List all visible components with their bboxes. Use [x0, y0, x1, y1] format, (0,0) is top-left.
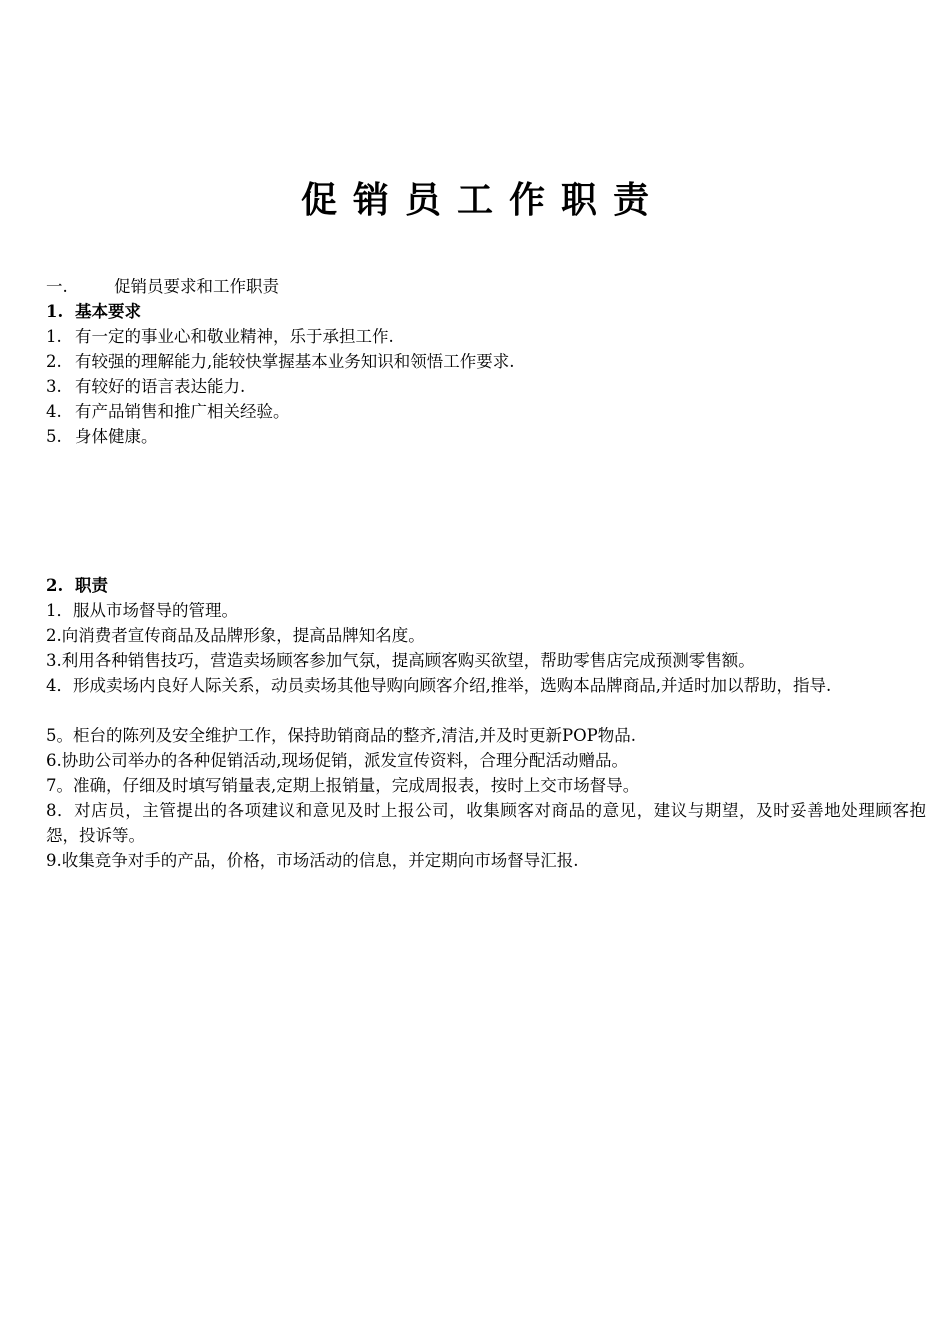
requirement-item — [46, 324, 926, 349]
duty-item: 6.协助公司举办的各种促销活动,现场促销，派发宣传资料，合理分配活动赠品。 — [46, 751, 628, 770]
duties-number: 2. — [46, 576, 64, 595]
section-one-heading — [46, 274, 926, 299]
requirement-number: 2. — [46, 352, 62, 371]
requirement-text: 有一定的事业心和敬业精神，乐于承担工作. — [75, 327, 394, 346]
duty-item: 7。准确，仔细及时填写销量表,定期上报销量，完成周报表，按时上交市场督导。 — [46, 776, 640, 795]
requirement-item — [46, 349, 926, 374]
requirement-text: 有产品销售和推广相关经验。 — [75, 402, 290, 421]
document-title: 促销员工作职责 — [300, 179, 665, 221]
requirement-item — [46, 399, 926, 424]
requirement-text: 有较好的语言表达能力. — [75, 377, 246, 396]
duties-heading — [46, 573, 926, 598]
duties-text: 职责 — [75, 576, 108, 595]
requirement-number: 5. — [46, 427, 62, 446]
duty-item: 1．服从市场督导的管理。 — [46, 601, 238, 620]
duty-item: 9.收集竞争对手的产品，价格，市场活动的信息，并定期向市场督导汇报. — [46, 851, 579, 870]
duty-item: 3.利用各种销售技巧，营造卖场顾客参加气氛，提高顾客购买欲望，帮助零售店完成预测零售额。 — [46, 651, 755, 670]
duty-item: 5。柜台的陈列及安全维护工作，保持助销商品的整齐,清洁,并及时更新POP物品. — [46, 726, 636, 745]
requirement-number: 1. — [46, 327, 62, 346]
duty-item: 8．对店员，主管提出的各项建议和意见及时上报公司，收集顾客对商品的意见，建议与期望，及时妥善地处理顾客抱怨，投诉等。 — [46, 801, 926, 845]
requirement-number: 3. — [46, 377, 62, 396]
requirement-text: 有较强的理解能力,能较快掌握基本业务知识和领悟工作要求. — [75, 352, 515, 371]
requirement-item — [46, 424, 926, 449]
section-one-number: 一. — [46, 277, 68, 296]
section-one-text: 促销员要求和工作职责 — [114, 277, 279, 296]
duty-item: 2.向消费者宣传商品及品牌形象，提高品牌知名度。 — [46, 626, 425, 645]
requirement-number: 4. — [46, 402, 62, 421]
duty-item: 4．形成卖场内良好人际关系，动员卖场其他导购向顾客介绍,推举，选购本品牌商品,并适时加以帮助，指导. — [46, 676, 832, 695]
requirement-item — [46, 374, 926, 399]
basic-requirements-text: 基本要求 — [75, 302, 141, 321]
basic-requirements-heading — [46, 299, 926, 324]
requirement-text: 身体健康。 — [75, 427, 158, 446]
basic-requirements-number: 1. — [46, 302, 64, 321]
